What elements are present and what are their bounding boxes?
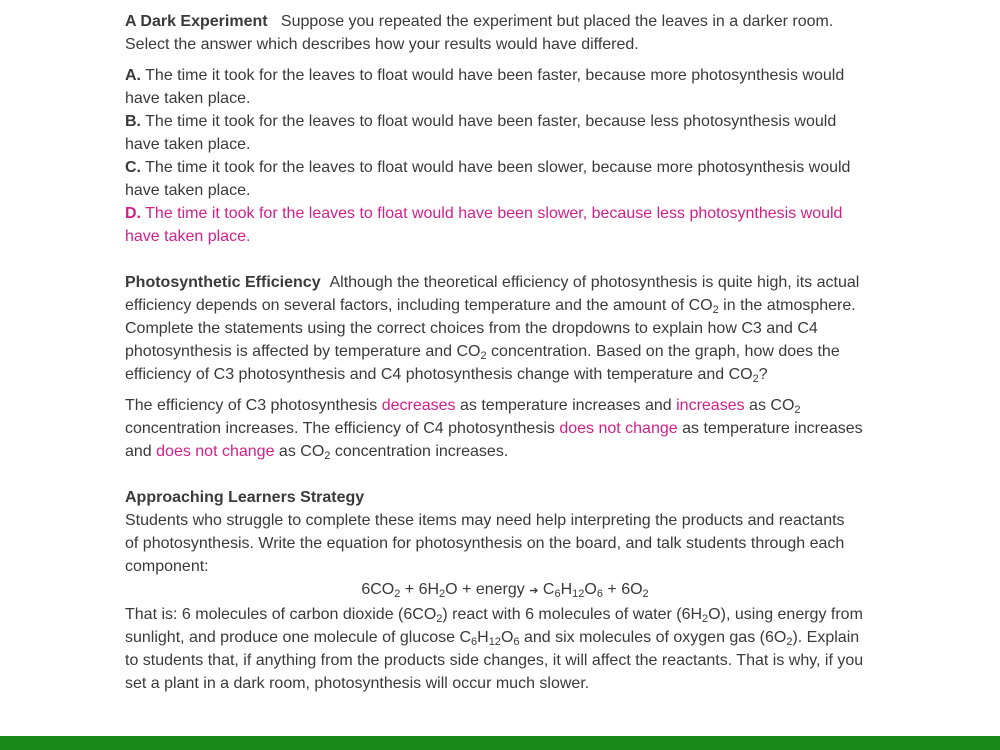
strategy-intro: Approaching Learners Strategy Students who struggle to complete these items may need help interpreting the products and reactants of photosynthesis. Write the equation for photosynthesis on the board, and talk students through each component: bbox=[125, 489, 845, 575]
dropdown-c4-co2[interactable]: does not change bbox=[156, 443, 275, 460]
dark-experiment-heading: A Dark Experiment bbox=[125, 13, 268, 30]
efficiency-section bbox=[125, 271, 885, 463]
dark-experiment-prompt: A Dark Experiment Suppose you repeated the experiment but placed the leaves in a darker room. Select the answer which describes how your results would have differed. bbox=[125, 13, 834, 53]
dropdown-c3-temperature[interactable]: decreases bbox=[381, 397, 456, 414]
option-c[interactable]: C. The time it took for the leaves to float would have been slower, because more photosynthesis would have taken place. bbox=[125, 159, 851, 199]
footer-bar bbox=[0, 736, 1000, 750]
option-a[interactable]: A. The time it took for the leaves to float would have been faster, because more photosynthesis would have taken place. bbox=[125, 67, 845, 107]
efficiency-answer: The efficiency of C3 photosynthesis decreases as temperature increases and increases as $CO_2$ concentration increases. The efficiency of C4 photosynthesis does not change as temperature increases and does not change as $CO_2$ concentration increases. bbox=[125, 397, 863, 462]
page-content bbox=[125, 10, 885, 695]
dropdown-c4-temperature[interactable]: does not change bbox=[559, 420, 678, 437]
strategy-section bbox=[125, 486, 885, 695]
strategy-explanation: That is: 6 molecules of carbon dioxide $(6CO_2)$ react with 6 molecules of water $(6H_2O)$, using energy from sunlight, and produce one molecule of glucose $C_6H_{12}O_6$ and six molecules of oxygen gas $(6O_2)$. Explain to students that, if anything from the products side changes, it will affect the reactants. That is why, if you set a plant in a dark room, photosynthesis will occur much slower. bbox=[125, 606, 864, 692]
option-d-correct[interactable]: D. The time it took for the leaves to float would have been slower, because less photosynthesis would have taken place. bbox=[125, 205, 843, 245]
strategy-heading: Approaching Learners Strategy bbox=[125, 489, 365, 506]
dropdown-c3-co2[interactable]: increases bbox=[676, 397, 745, 414]
answer-options bbox=[125, 64, 885, 248]
option-b[interactable]: B. The time it took for the leaves to float would have been faster, because less photosynthesis would have taken place. bbox=[125, 113, 837, 153]
efficiency-heading: Photosynthetic Efficiency bbox=[125, 274, 321, 291]
efficiency-prompt: Photosynthetic Efficiency Although the theoretical efficiency of photosynthesis is quite high, its actual efficiency depends on several factors, including temperature and the amount of $CO_2$ in the atmosphere. Complete the statements using the correct choices from the dropdowns to explain how C3 and C4 photosynthesis is affected by temperature and $CO_2$ concentration. Based on the graph, how does the efficiency of C3 photosynthesis and C4 photosynthesis change with temperature and $CO_2$? bbox=[125, 274, 860, 385]
photosynthesis-equation: $6CO_2 + 6H_2O$ + energy ➔ $C_6H_{12}O_6 + 6O_2$ bbox=[361, 581, 649, 600]
arrow-icon: ➔ bbox=[529, 585, 539, 597]
dark-experiment-section bbox=[125, 10, 885, 248]
